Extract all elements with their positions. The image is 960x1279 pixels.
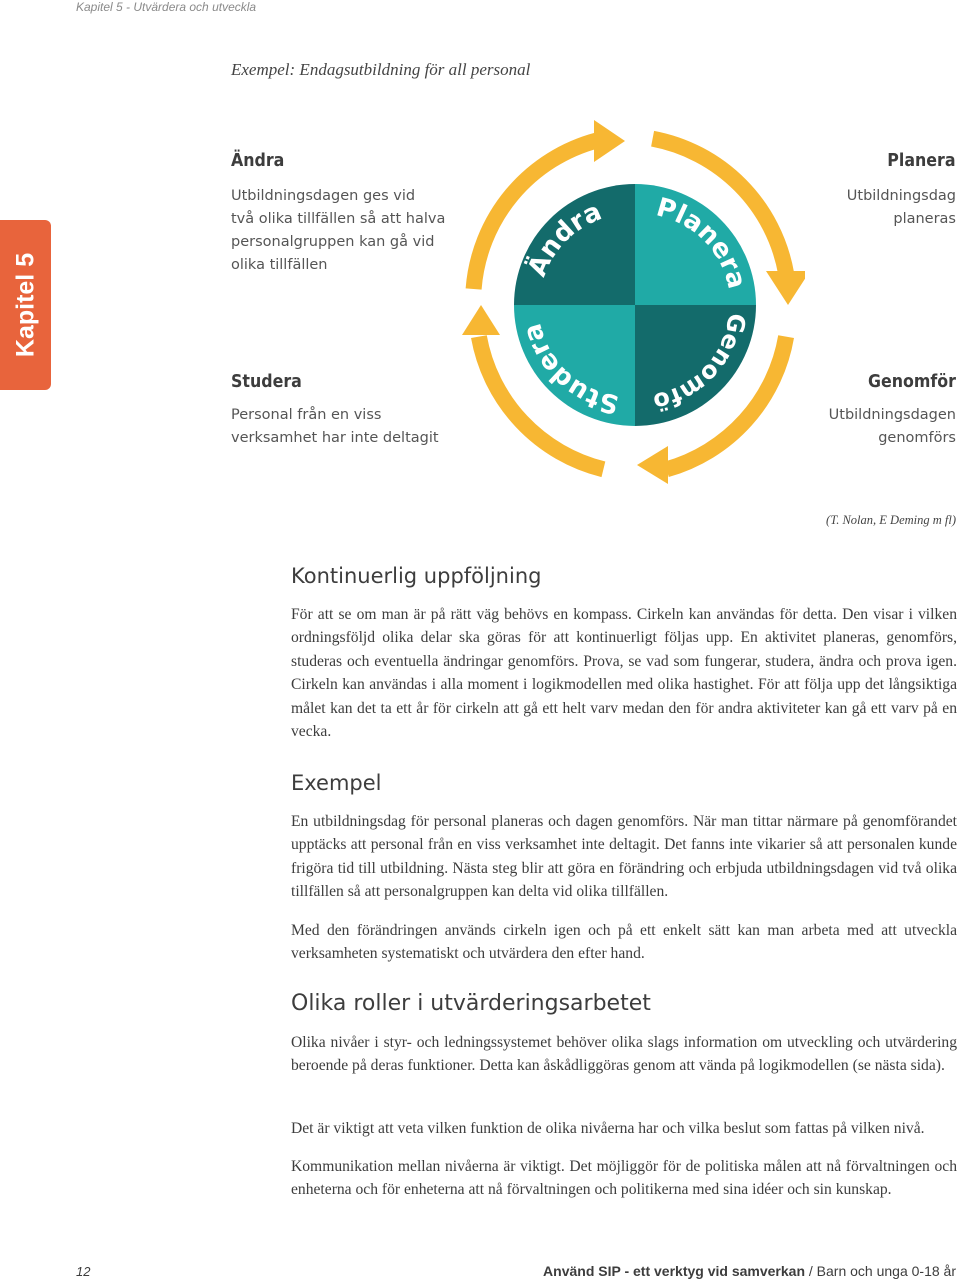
pdsa-cycle-diagram (455, 120, 805, 490)
paragraph-exempel-2: Med den förändringen används cirkeln igen och på ett enkelt sätt kan man arbeta med att utveckla verksamheten systematiskt och utvärdera den efter hand. (291, 922, 957, 963)
arrow-head-bottom-right (637, 446, 668, 484)
stage-text-andra (231, 185, 445, 277)
stage-text-line: Utbildningsdagen (828, 407, 956, 423)
stage-title-studera: Studera (231, 371, 302, 392)
stage-text-line: Personal från en viss (231, 407, 382, 423)
citation: (T. Nolan, E Deming m fl) (826, 513, 956, 527)
footer-publication-rest: / Barn och unga 0-18 år (805, 1263, 956, 1279)
section-heading-kontinuerlig: Kontinuerlig uppföljning (291, 564, 542, 588)
example-heading: Exempel: Endagsutbildning för all personal (231, 60, 531, 79)
paragraph-roller-3: Kommunikation mellan nivåerna är viktigt. Det möjliggör för de politiska målen att nå förvaltningen och enheterna och för enheterna att nå förvaltningen och politikerna med sina idéer och sin kunskap. (291, 1158, 957, 1199)
stage-text-studera (231, 404, 439, 450)
stage-text-line: Utbildningsdagen ges vid (231, 188, 416, 204)
stage-text-line: Utbildningsdag (846, 188, 956, 204)
stage-text-line: verksamhet har inte deltagit (231, 430, 439, 446)
cycle-label-andra: Ändra (522, 196, 606, 281)
chapter-tab-label: Kapitel 5 (11, 252, 39, 358)
running-head: Kapitel 5 - Utvärdera och utveckla (76, 0, 257, 14)
stage-text-genomfor (829, 404, 956, 450)
stage-text-line: genomförs (878, 430, 956, 446)
stage-title-planera: Planera (887, 150, 956, 171)
stage-text-line: olika tillfällen (231, 257, 328, 273)
arrow-head-top-left (594, 120, 625, 162)
stage-text-planera (847, 185, 956, 231)
cycle-label-planera: Planera (653, 192, 752, 292)
quadrant-andra (514, 184, 635, 305)
stage-title-andra: Ändra (231, 150, 285, 171)
cycle-label-studera: Studera (517, 320, 622, 419)
paragraph-kontinuerlig: För att se om man är på rätt väg behövs en kompass. Cirkeln kan användas för detta. Den visar i vilken ordningsföljd olika delar ska göras för att kontinuerligt följas upp. En aktivitet planeras, genomförs, studeras och eventuella ändringar genomförs. Prova, se vad som fungerar, studera, ändra och prova igen. Cirkeln kan användas i alla moment i logikmodellen med olika hastighet. För att följa upp det långsiktiga målet kan det ta ett år för cirkeln att gå ett helt varv medan den för andra aktiviteter kan gå ett varv på en vecka. (291, 606, 957, 741)
section-heading-roller: Olika roller i utvärderingsarbetet (291, 991, 651, 1016)
stage-title-genomfor: Genomför (868, 371, 956, 392)
stage-text-line: planeras (893, 211, 956, 227)
paragraph-roller-1: Olika nivåer i styr- och ledningssystemet behöver olika slags information om utveckling och utvärdering beroende på deras funktioner. Detta kan åskådliggöras genom att vända på logikmodellen (se nästa sida). (291, 1034, 957, 1075)
stage-text-line: två olika tillfällen så att halva (231, 211, 446, 227)
section-heading-exempel: Exempel (291, 771, 382, 795)
page-number: 12 (76, 1264, 91, 1279)
arrow-head-top-right (766, 271, 805, 305)
chapter-tab (0, 220, 51, 390)
cycle-label-genomfor: Genomfö (650, 311, 752, 417)
arrow-head-bottom-left (462, 305, 500, 335)
stage-text-line: personalgruppen kan gå vid (231, 234, 435, 250)
footer-publication-title (543, 1263, 956, 1279)
paragraph-roller-2: Det är viktigt att veta vilken funktion de olika nivåerna har och vilka beslut som fattas på vilken nivå. (291, 1120, 925, 1137)
footer-publication-bold: Använd SIP - ett verktyg vid samverkan (543, 1263, 805, 1279)
paragraph-exempel-1: En utbildningsdag för personal planeras och dagen genomförs. När man tittar närmare på genomförandet upptäcks att personal från en viss verksamhet inte deltagit. Det fanns inte vikarier så att personalen kunde frigöra tid till utbildning. Nästa steg blir att göra en förändring och erbjuda utbildningsdagen vid två olika tillfällen så att personalgruppen kan delta vid olika tillfällen. (291, 813, 957, 901)
